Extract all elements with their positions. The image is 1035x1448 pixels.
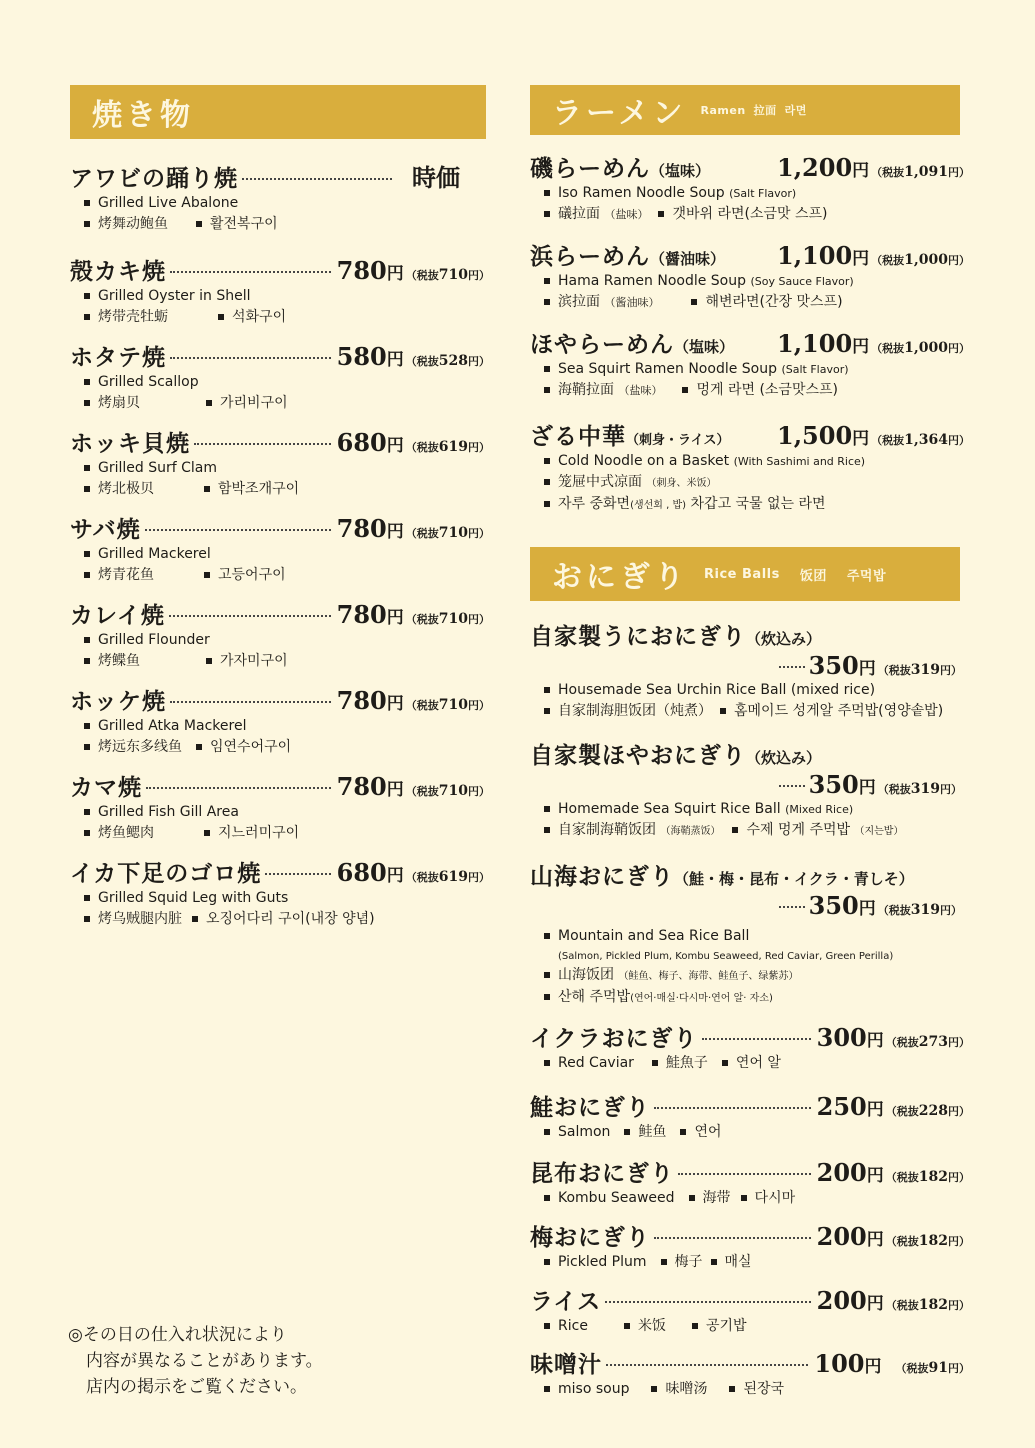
item-zh-note: （盐味） [618, 384, 663, 397]
item-ko: 임연수어구이 [194, 737, 291, 758]
tax-suffix: 円） [948, 1105, 970, 1118]
tax-value: 182 [918, 1297, 948, 1313]
tax-prefix: （税抜 [871, 166, 905, 179]
item-tax-price [886, 1297, 970, 1313]
yen-label: 円 [866, 1166, 884, 1186]
item-zh: 自家制海鞘饭团 [542, 820, 656, 841]
item-en: Cold Noodle on a Basket [542, 451, 729, 472]
ramen-banner [530, 85, 960, 135]
footnote-line: ◎その日の仕入れ状況により [68, 1325, 287, 1345]
item-ko: 홈메이드 성게알 주먹밥(영양솥밥) [718, 701, 943, 722]
yen-label: 円 [852, 249, 870, 269]
menu-item [70, 511, 490, 586]
menu-item [530, 737, 970, 842]
item-name: 殻カキ焼 [70, 258, 166, 285]
item-en: Housemade Sea Urchin Rice Ball (mixed rice) [542, 680, 875, 701]
tax-prefix: （税抜 [871, 254, 905, 267]
item-tax-price [406, 783, 490, 799]
menu-item [70, 253, 490, 328]
item-ko: 자루 중화면 [542, 494, 630, 515]
yen-label: 円 [386, 436, 404, 456]
item-price: 780 [336, 514, 387, 543]
tax-suffix: 円） [948, 1171, 970, 1184]
item-name: イクラおにぎり [530, 1025, 698, 1052]
yen-label: 円 [386, 780, 404, 800]
leader-dots [145, 529, 331, 531]
item-name: 磯らーめん [530, 155, 650, 182]
tax-value: 710 [438, 267, 468, 283]
menu-item [70, 425, 490, 500]
leader-dots [146, 787, 331, 789]
onigiri-sub-ko: 주먹밥 [846, 568, 887, 584]
item-tax-price [406, 697, 490, 713]
item-tax-price [871, 340, 970, 356]
item-ko: 연어 알 [720, 1053, 781, 1074]
menu-item [70, 855, 490, 930]
leader-dots [702, 1038, 811, 1040]
tax-suffix: 円） [948, 342, 970, 355]
item-ko: 석화구이 [216, 307, 286, 328]
item-en: Grilled Live Abalone [82, 193, 238, 214]
menu-item [530, 1155, 970, 1209]
market-price: 時価 [412, 163, 460, 192]
tax-value: 1,091 [904, 164, 948, 180]
item-tax-price [871, 164, 970, 180]
item-tax-price [896, 1360, 970, 1376]
yen-label: 円 [866, 1230, 884, 1250]
item-price: 200 [816, 1158, 867, 1187]
item-name: ライス [530, 1288, 602, 1315]
item-price: 200 [816, 1222, 867, 1251]
leader-dots [242, 178, 392, 180]
tax-prefix: （税抜 [885, 1171, 919, 1184]
tax-value: 710 [438, 783, 468, 799]
tax-suffix: 円） [948, 254, 970, 267]
menu-item [530, 326, 970, 401]
yen-label: 円 [852, 429, 870, 449]
tax-prefix: （税抜 [405, 527, 439, 540]
yen-label: 円 [864, 1357, 882, 1377]
item-en-note: (Salt Flavor) [781, 363, 849, 376]
tax-prefix: （税抜 [405, 355, 439, 368]
item-zh: 海鞘拉面 [542, 380, 614, 401]
item-name: 山海おにぎり [530, 863, 674, 890]
item-note: （炊込み） [746, 630, 822, 648]
ramen-sub-en: Ramen [700, 103, 746, 117]
item-en-note: (Mixed Rice) [785, 803, 854, 816]
footnote [68, 1322, 428, 1400]
menu-item [70, 597, 490, 672]
item-name: カレイ焼 [70, 602, 165, 629]
item-en: Grilled Mackerel [82, 544, 211, 565]
item-price: 680 [336, 428, 387, 457]
leader-dots [654, 1107, 811, 1109]
item-zh: 烤舞动鲍鱼 [82, 214, 168, 235]
yen-label: 円 [386, 522, 404, 542]
tax-suffix: 円） [948, 1036, 970, 1049]
item-name: サバ焼 [70, 516, 141, 543]
tax-suffix: 円） [468, 699, 490, 712]
tax-value: 182 [918, 1169, 948, 1185]
item-en: Grilled Squid Leg with Guts [82, 888, 288, 909]
onigiri-sub-zh: 饭团 [799, 568, 827, 584]
item-en: Grilled Atka Mackerel [82, 716, 246, 737]
leader-dots [678, 1173, 811, 1175]
yen-label: 円 [858, 659, 876, 679]
item-tax-price [878, 781, 962, 797]
item-zh-note: （鲑鱼、梅子、海带、鲑鱼子、绿紫苏） [618, 971, 799, 982]
menu-item [530, 618, 970, 722]
item-zh: 烤乌贼腿内脏 [82, 909, 182, 930]
item-zh: 米饭 [622, 1316, 666, 1337]
yen-label: 円 [386, 264, 404, 284]
menu-item [70, 158, 490, 235]
tax-suffix: 円） [940, 664, 962, 677]
item-tax-price [886, 1103, 970, 1119]
item-ko: 멍게 라면 (소금맛스프) [680, 380, 838, 401]
item-tax-price [406, 267, 490, 283]
item-ko: 가자미구이 [204, 651, 288, 672]
item-ko-note: (연어·매실·다시마·연어 알· 자소) [630, 993, 773, 1004]
tax-prefix: （税抜 [885, 1299, 919, 1312]
tax-suffix: 円） [468, 441, 490, 454]
item-ko: 산해 주먹밥 [542, 987, 630, 1008]
leader-dots [779, 785, 805, 787]
leader-dots [779, 666, 805, 668]
item-ko: 연어 [678, 1122, 721, 1143]
item-tax-price [878, 662, 962, 678]
item-en: Red Caviar [542, 1053, 634, 1074]
item-name: 自家製うにおにぎり [530, 623, 746, 650]
yakimono-banner [70, 85, 486, 139]
item-price: 1,500 [777, 421, 853, 450]
item-note: （刺身・ライス） [626, 433, 730, 448]
tax-value: 1,000 [904, 252, 948, 268]
tax-value: 273 [918, 1034, 948, 1050]
leader-dots [170, 357, 331, 359]
yen-label: 円 [858, 778, 876, 798]
item-price: 680 [336, 858, 387, 887]
footnote-line: 店内の掲示をご覧ください。 [86, 1377, 307, 1397]
item-name: 鮭おにぎり [530, 1094, 650, 1121]
item-price: 1,200 [777, 153, 853, 182]
item-name: ホッケ焼 [70, 688, 166, 715]
leader-dots [605, 1301, 811, 1303]
tax-prefix: （税抜 [405, 441, 439, 454]
yen-label: 円 [866, 1100, 884, 1120]
item-name: 昆布おにぎり [530, 1160, 674, 1187]
tax-value: 1,364 [904, 432, 948, 448]
item-price: 350 [808, 651, 859, 680]
tax-prefix: （税抜 [877, 783, 911, 796]
item-note: （炊込み） [746, 749, 822, 767]
menu-item [530, 1346, 970, 1400]
item-price: 350 [808, 770, 859, 799]
item-zh: 海带 [687, 1188, 731, 1209]
item-name: 浜らーめん [530, 243, 650, 270]
yen-label: 円 [386, 350, 404, 370]
item-zh: 烤北极贝 [82, 479, 154, 500]
tax-value: 619 [438, 869, 468, 885]
menu-item [70, 683, 490, 758]
item-en: Grilled Surf Clam [82, 458, 217, 479]
footnote-line: 内容が異なることがあります。 [86, 1351, 323, 1371]
item-zh: 烤带壳牡蛎 [82, 307, 168, 328]
menu-item [530, 238, 970, 313]
item-name: 梅おにぎり [530, 1224, 650, 1251]
item-name: ほやらーめん [530, 331, 674, 358]
ramen-sub-ko: 라면 [784, 104, 807, 117]
yakimono-title: 焼き物 [92, 98, 194, 133]
ramen-sub-zh: 拉面 [753, 104, 777, 117]
item-en: Salmon [542, 1122, 610, 1143]
item-en: Pickled Plum [542, 1252, 647, 1273]
item-en-note: (Soy Sauce Flavor) [750, 275, 854, 288]
item-zh: 山海饭团 [542, 965, 614, 986]
item-tax-price [406, 353, 490, 369]
tax-value: 91 [928, 1360, 948, 1376]
menu-item [530, 418, 970, 516]
item-ko: 오징어다리 구이(내장 양념) [190, 909, 375, 930]
tax-prefix: （税抜 [871, 434, 905, 447]
item-ko: 함박조개구이 [202, 479, 299, 500]
item-zh-note: （刺身、米饭） [646, 478, 717, 489]
item-zh-note: （海鞘蒸饭） [660, 826, 721, 837]
tax-suffix: 円） [940, 904, 962, 917]
tax-prefix: （税抜 [885, 1235, 919, 1248]
item-zh-note: （酱油味） [604, 296, 660, 309]
leader-dots [170, 701, 331, 703]
menu-item [70, 769, 490, 844]
item-en: Hama Ramen Noodle Soup [542, 271, 746, 292]
item-name: カマ焼 [70, 774, 142, 801]
tax-suffix: 円） [948, 166, 970, 179]
yen-label: 円 [866, 1031, 884, 1051]
leader-dots [654, 1237, 811, 1239]
leader-dots [170, 271, 331, 273]
item-tax-price [406, 439, 490, 455]
item-price: 780 [336, 256, 387, 285]
tax-suffix: 円） [948, 434, 970, 447]
item-zh: 礒拉面 [542, 204, 600, 225]
item-zh: 烤鱼鳃肉 [82, 823, 154, 844]
item-price: 1,100 [777, 241, 853, 270]
item-ko: 갯바위 라면(소금맛 스프) [656, 204, 827, 225]
tax-value: 710 [438, 697, 468, 713]
item-ko: 고등어구이 [202, 565, 286, 586]
item-ko: 된장국 [727, 1379, 784, 1400]
tax-prefix: （税抜 [877, 904, 911, 917]
menu-item [530, 1283, 970, 1337]
item-en: Iso Ramen Noodle Soup [542, 183, 725, 204]
item-en: Homemade Sea Squirt Rice Ball [542, 799, 781, 820]
leader-dots [194, 443, 331, 445]
menu-item [530, 1089, 970, 1143]
item-ko: 공기밥 [690, 1316, 747, 1337]
item-en: Grilled Fish Gill Area [82, 802, 239, 823]
tax-prefix: （税抜 [895, 1362, 929, 1375]
item-price: 300 [816, 1023, 867, 1052]
item-zh: 烤扇贝 [82, 393, 140, 414]
item-zh: 烤鲽鱼 [82, 651, 140, 672]
yen-label: 円 [866, 1294, 884, 1314]
item-zh: 笼屉中式凉面 [542, 472, 642, 493]
item-price: 200 [816, 1286, 867, 1315]
item-price: 100 [814, 1349, 865, 1378]
item-tax-price [406, 525, 490, 541]
yen-label: 円 [858, 899, 876, 919]
menu-item [530, 150, 970, 225]
item-en-note: (Salt Flavor) [729, 187, 797, 200]
tax-suffix: 円） [468, 269, 490, 282]
item-price: 1,100 [777, 329, 853, 358]
menu-item [530, 1219, 970, 1273]
tax-prefix: （税抜 [405, 613, 439, 626]
item-tax-price [406, 611, 490, 627]
item-ko: 수제 멍게 주먹밥 [730, 820, 850, 841]
tax-suffix: 円） [948, 1235, 970, 1248]
yen-label: 円 [386, 694, 404, 714]
item-ko-tail: 차갑고 국물 없는 라면 [690, 496, 826, 512]
tax-value: 528 [438, 353, 468, 369]
tax-value: 319 [910, 902, 940, 918]
item-price: 350 [808, 891, 859, 920]
item-en: miso soup [542, 1379, 629, 1400]
item-ko-note: （지는밥） [854, 826, 904, 837]
tax-suffix: 円） [940, 783, 962, 796]
item-price: 250 [816, 1092, 867, 1121]
leader-dots [265, 873, 330, 875]
yen-label: 円 [386, 608, 404, 628]
item-note: （醤油味） [650, 250, 726, 268]
item-name: 味噌汁 [530, 1351, 602, 1378]
yen-label: 円 [852, 161, 870, 181]
item-zh: 梅子 [659, 1252, 703, 1273]
item-ko: 다시마 [739, 1188, 796, 1209]
item-ko: 가리비구이 [204, 393, 288, 414]
item-name: ホッキ貝焼 [70, 430, 190, 457]
item-tax-price [406, 869, 490, 885]
item-zh: 鮭魚子 [650, 1053, 708, 1074]
tax-suffix: 円） [468, 785, 490, 798]
tax-suffix: 円） [948, 1362, 970, 1375]
yen-label: 円 [386, 866, 404, 886]
item-zh: 鲑鱼 [622, 1122, 666, 1143]
tax-value: 710 [438, 525, 468, 541]
tax-value: 228 [918, 1103, 948, 1119]
item-note: （塩味） [650, 162, 711, 180]
item-price: 780 [336, 686, 387, 715]
tax-prefix: （税抜 [885, 1036, 919, 1049]
tax-suffix: 円） [948, 1299, 970, 1312]
item-zh: 自家制海胆饭团（炖煮） [542, 701, 712, 722]
item-name: アワビの踊り焼 [70, 165, 238, 192]
item-zh-note: （盐味） [604, 208, 649, 221]
item-ko-note: (생선회 , 밥) [630, 500, 687, 511]
item-note: （塩味） [674, 338, 735, 356]
item-zh: 味噌汤 [649, 1379, 707, 1400]
item-en: Kombu Seaweed [542, 1188, 675, 1209]
tax-value: 182 [918, 1233, 948, 1249]
item-en: Mountain and Sea Rice Ball [542, 926, 749, 947]
tax-value: 710 [438, 611, 468, 627]
item-en: Grilled Oyster in Shell [82, 286, 251, 307]
tax-prefix: （税抜 [885, 1105, 919, 1118]
item-name: ホタテ焼 [70, 344, 166, 371]
tax-suffix: 円） [468, 527, 490, 540]
item-price: 780 [336, 772, 387, 801]
tax-value: 1,000 [904, 340, 948, 356]
tax-prefix: （税抜 [871, 342, 905, 355]
leader-dots [606, 1364, 808, 1366]
menu-item [70, 339, 490, 414]
item-en: Grilled Flounder [82, 630, 210, 651]
tax-prefix: （税抜 [405, 871, 439, 884]
onigiri-sub-en: Rice Balls [704, 566, 780, 582]
item-zh: 烤青花鱼 [82, 565, 154, 586]
item-en: Rice [542, 1316, 588, 1337]
tax-prefix: （税抜 [405, 785, 439, 798]
tax-suffix: 円） [468, 871, 490, 884]
item-tax-price [878, 902, 962, 918]
item-en-note: (With Sashimi and Rice) [733, 455, 866, 468]
tax-prefix: （税抜 [405, 699, 439, 712]
ramen-title: ラーメン [552, 96, 687, 131]
tax-prefix: （税抜 [405, 269, 439, 282]
item-tax-price [886, 1169, 970, 1185]
item-en: Grilled Scallop [82, 372, 199, 393]
item-ko: 활전복구이 [194, 214, 278, 235]
item-price: 780 [336, 600, 387, 629]
item-zh: 滨拉面 [542, 292, 600, 313]
tax-suffix: 円） [468, 355, 490, 368]
item-name: イカ下足のゴロ焼 [70, 860, 262, 887]
item-en-note: (Salmon, Pickled Plum, Kombu Seaweed, Red Caviar, Green Perilla) [558, 951, 894, 962]
leader-dots [169, 615, 331, 617]
item-name: ざる中華 [530, 423, 626, 450]
tax-value: 319 [910, 781, 940, 797]
tax-suffix: 円） [468, 613, 490, 626]
item-ko: 지느러미구이 [202, 823, 299, 844]
item-tax-price [886, 1233, 970, 1249]
item-zh: 烤远东多线鱼 [82, 737, 182, 758]
item-price: 580 [336, 342, 387, 371]
item-ko: 해변라면(간장 맛스프) [689, 292, 842, 313]
item-en: Sea Squirt Ramen Noodle Soup [542, 359, 777, 380]
tax-value: 619 [438, 439, 468, 455]
item-tax-price [871, 432, 970, 448]
menu-item [530, 858, 970, 1009]
item-ko: 매실 [709, 1252, 752, 1273]
onigiri-banner [530, 547, 960, 601]
item-name: 自家製ほやおにぎり [530, 742, 746, 769]
item-note: （鮭・梅・昆布・イクラ・青しそ） [674, 870, 914, 888]
onigiri-title: おにぎり [552, 560, 688, 595]
leader-dots [779, 906, 805, 908]
tax-prefix: （税抜 [877, 664, 911, 677]
tax-value: 319 [910, 662, 940, 678]
menu-item [530, 1020, 970, 1074]
item-tax-price [871, 252, 970, 268]
yen-label: 円 [852, 337, 870, 357]
item-tax-price [886, 1034, 970, 1050]
